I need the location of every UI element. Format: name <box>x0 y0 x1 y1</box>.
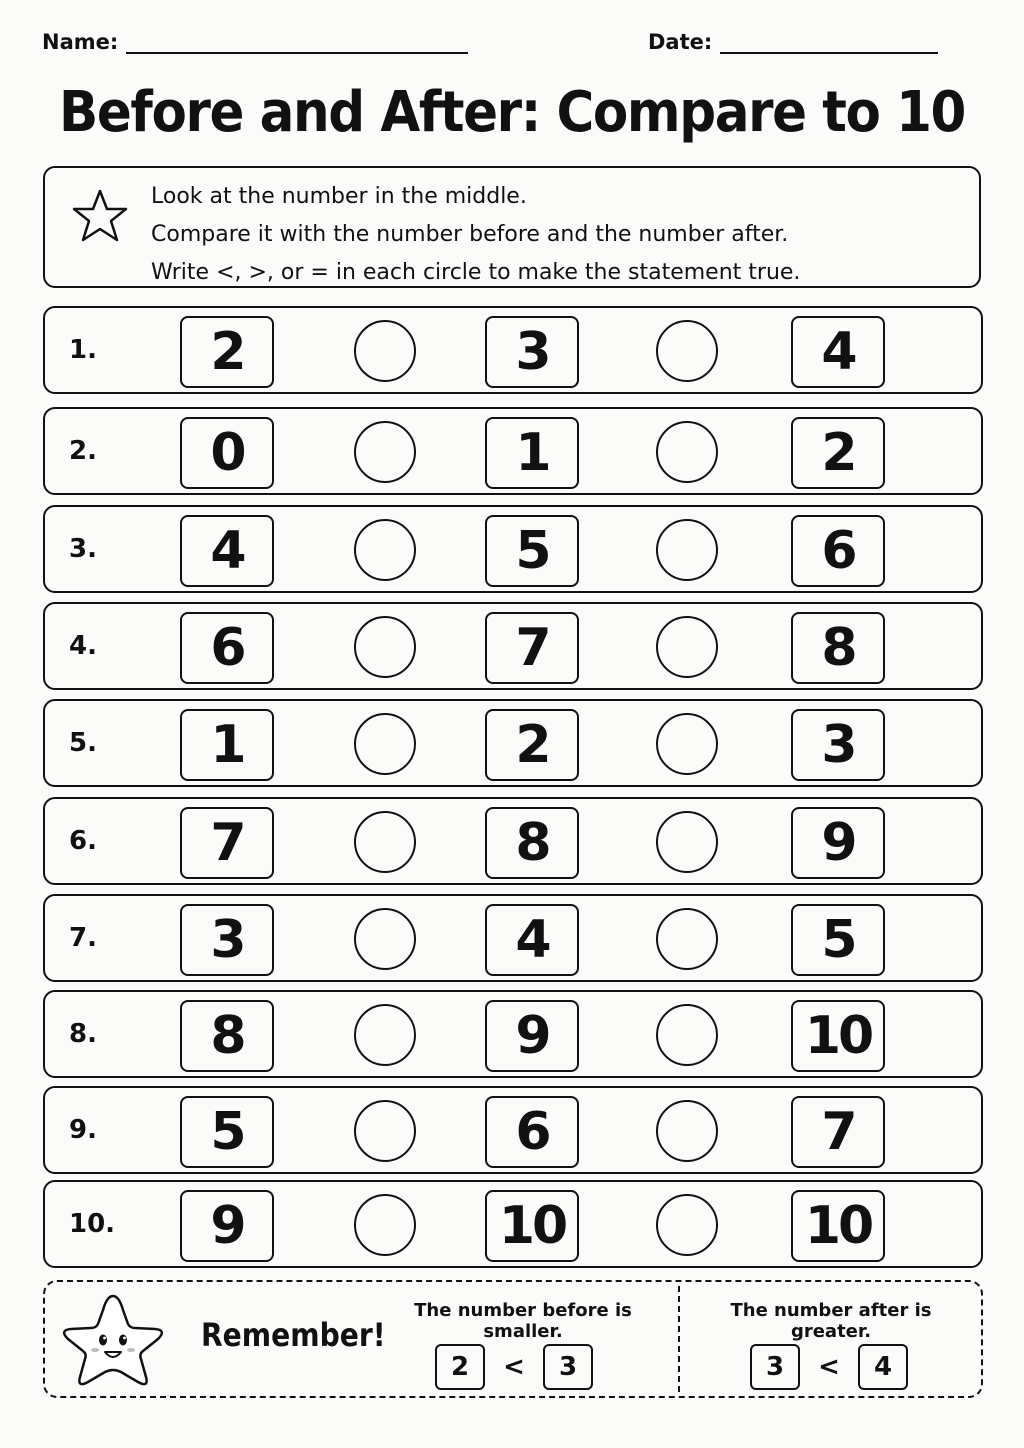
problem-row <box>43 1086 983 1174</box>
problem-row <box>43 602 983 690</box>
middle-number-box: 1 <box>485 417 579 489</box>
after-number-box: 3 <box>791 709 885 781</box>
problem-number: 1. <box>69 335 97 365</box>
name-line[interactable] <box>126 32 468 54</box>
before-number-box: 8 <box>180 1000 274 1072</box>
answer-circle-after[interactable] <box>656 1100 718 1162</box>
answer-circle-after[interactable] <box>656 616 718 678</box>
example-number-box: 3 <box>543 1344 593 1390</box>
instruction-line: Compare it with the number before and the number after. <box>151 222 789 247</box>
problem-number: 5. <box>69 728 97 758</box>
remember-title: Remember! <box>201 1316 386 1354</box>
problem-row <box>43 894 983 982</box>
middle-number-box: 7 <box>485 612 579 684</box>
middle-number-box: 3 <box>485 316 579 388</box>
date-line[interactable] <box>720 32 938 54</box>
problem-number: 3. <box>69 534 97 564</box>
problem-number: 6. <box>69 826 97 856</box>
problem-row <box>43 1180 983 1268</box>
problem-row <box>43 990 983 1078</box>
middle-number-box: 10 <box>485 1190 579 1262</box>
after-number-box: 10 <box>791 1000 885 1072</box>
middle-number-box: 8 <box>485 807 579 879</box>
problem-number: 4. <box>69 631 97 661</box>
answer-circle-after[interactable] <box>656 908 718 970</box>
example-number-box: 2 <box>435 1344 485 1390</box>
middle-number-box: 2 <box>485 709 579 781</box>
after-number-box: 10 <box>791 1190 885 1262</box>
example-operator: < <box>818 1352 840 1382</box>
before-number-box: 5 <box>180 1096 274 1168</box>
name-label: Name: <box>42 30 119 54</box>
answer-circle-after[interactable] <box>656 811 718 873</box>
example-number-box: 3 <box>750 1344 800 1390</box>
problem-row <box>43 699 983 787</box>
tip-example <box>435 1344 593 1390</box>
tip-example <box>750 1344 908 1390</box>
remember-box <box>43 1280 983 1398</box>
answer-circle-before[interactable] <box>354 519 416 581</box>
instruction-lines <box>151 178 800 292</box>
answer-circle-before[interactable] <box>354 811 416 873</box>
after-number-box: 4 <box>791 316 885 388</box>
answer-circle-before[interactable] <box>354 1194 416 1256</box>
middle-number-box: 5 <box>485 515 579 587</box>
before-number-box: 3 <box>180 904 274 976</box>
middle-number-box: 9 <box>485 1000 579 1072</box>
answer-circle-before[interactable] <box>354 421 416 483</box>
answer-circle-before[interactable] <box>354 616 416 678</box>
problem-number: 8. <box>69 1019 97 1049</box>
answer-circle-before[interactable] <box>354 1004 416 1066</box>
after-number-box: 8 <box>791 612 885 684</box>
middle-number-box: 6 <box>485 1096 579 1168</box>
example-operator: < <box>503 1352 525 1382</box>
instructions-box <box>43 166 981 288</box>
problem-number: 2. <box>69 436 97 466</box>
answer-circle-after[interactable] <box>656 1194 718 1256</box>
answer-circle-after[interactable] <box>656 519 718 581</box>
middle-number-box: 4 <box>485 904 579 976</box>
problem-row <box>43 797 983 885</box>
instruction-line: Write <, >, or = in each circle to make the statement true. <box>151 260 801 285</box>
tip-text: The number after is greater. <box>730 1300 932 1342</box>
name-field[interactable] <box>42 30 468 54</box>
after-number-box: 2 <box>791 417 885 489</box>
instruction-line: Look at the number in the middle. <box>151 184 527 209</box>
before-number-box: 7 <box>180 807 274 879</box>
answer-circle-after[interactable] <box>656 713 718 775</box>
before-number-box: 0 <box>180 417 274 489</box>
before-number-box: 2 <box>180 316 274 388</box>
after-number-box: 7 <box>791 1096 885 1168</box>
answer-circle-after[interactable] <box>656 1004 718 1066</box>
problem-number: 7. <box>69 923 97 953</box>
before-number-box: 4 <box>180 515 274 587</box>
smiling-star-icon <box>57 1290 169 1394</box>
star-outline-icon <box>71 188 129 248</box>
after-number-box: 5 <box>791 904 885 976</box>
example-number-box: 4 <box>858 1344 908 1390</box>
answer-circle-after[interactable] <box>656 320 718 382</box>
before-number-box: 6 <box>180 612 274 684</box>
answer-circle-before[interactable] <box>354 320 416 382</box>
after-number-box: 6 <box>791 515 885 587</box>
problem-row <box>43 407 983 495</box>
answer-circle-before[interactable] <box>354 1100 416 1162</box>
answer-circle-before[interactable] <box>354 713 416 775</box>
before-number-box: 1 <box>180 709 274 781</box>
before-number-box: 9 <box>180 1190 274 1262</box>
page-title: Before and After: Compare to 10 <box>58 80 966 145</box>
tip-text: The number before is smaller. <box>414 1300 632 1342</box>
problem-number: 10. <box>69 1209 116 1239</box>
answer-circle-after[interactable] <box>656 421 718 483</box>
remember-divider <box>678 1286 680 1392</box>
date-label: Date: <box>648 30 713 54</box>
date-field[interactable] <box>648 30 938 54</box>
problem-number: 9. <box>69 1115 97 1145</box>
after-number-box: 9 <box>791 807 885 879</box>
answer-circle-before[interactable] <box>354 908 416 970</box>
problem-row <box>43 505 983 593</box>
problem-row <box>43 306 983 394</box>
